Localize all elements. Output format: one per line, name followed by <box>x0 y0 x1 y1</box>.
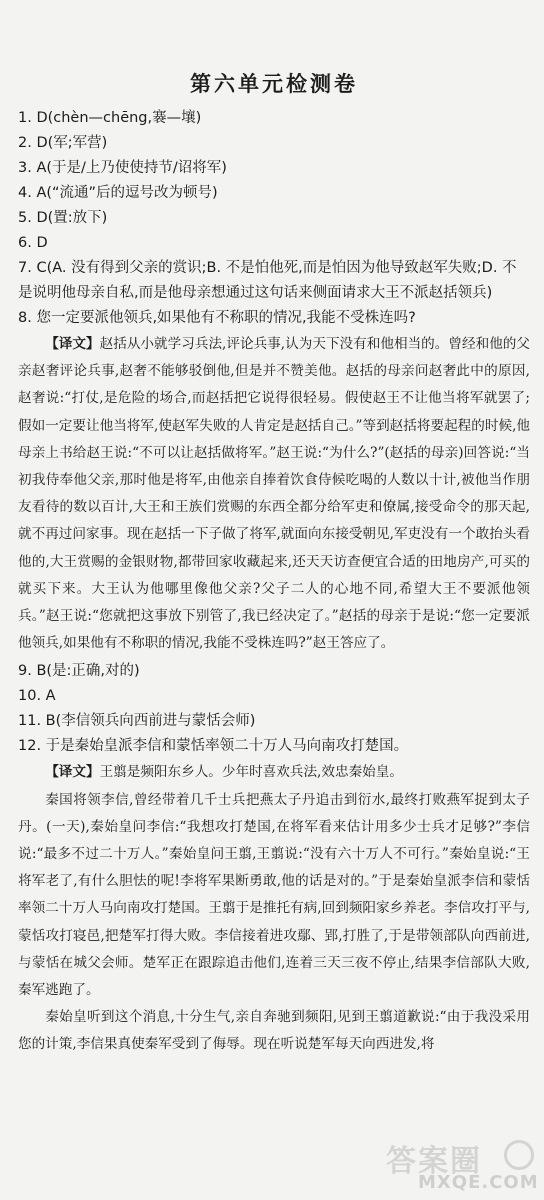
answer-12: 12. 于是秦始皇派李信和蒙恬率领二十万人马向南攻打楚国。 <box>18 738 409 755</box>
translation-text: 王翦是频阳东乡人。少年时喜欢兵法,效忠秦始皇。 <box>99 764 403 781</box>
answer-6: 6. D <box>18 235 48 251</box>
answer-8: 8. 您一定要派他领兵,如果他有不称职的情况,我能不受株连吗? <box>18 310 416 326</box>
answer-3: 3. A(于是/上乃使使持节/诏将军) <box>18 160 227 176</box>
watermark-text: 答案圈 <box>386 1144 482 1179</box>
answer-2: 2. D(军;军营) <box>18 135 108 151</box>
page-title: 第六单元检测卷 <box>190 71 358 96</box>
answer-11: 11. B(李信领兵向西前进与蒙恬会师) <box>18 713 256 730</box>
watermark-logo-icon <box>504 1140 534 1170</box>
translation-passage-1 <box>18 331 530 657</box>
answer-10: 10. A <box>18 688 56 705</box>
answer-4: 4. A(“流通”后的逗号改为顿号) <box>18 185 218 201</box>
answer-9: 9. B(是:正确,对的) <box>18 663 140 680</box>
translation-passage-2-para-2: 秦国将领李信,曾经带着几千士兵把燕太子丹追击到衍水,最终打败燕军捉到太子丹。(一天),秦始皇问李信:“我想攻打楚国,在将军看来估计用多少士兵才足够?”李信说:“最多不过二十万人。”秦始皇问王翦,王翦说:“没有六十万人不可行。”秦始皇说:“王将军老了,有什么胆怯的呢!李将军果断勇敢,他的话是对的。”于是秦始皇派李信和蒙恬率领二十万人马向南攻打楚国。王翦于是推托有病,回到频阳家乡养老。李信攻打平与,蒙恬攻打寝邑,把楚军打得大败。李信接着进攻鄢、郢,打胜了,于是带领部队向西前进,与蒙恬在城父会师。楚军正在跟踪追击他们,连着三天三夜不停止,结果李信部队大败,秦军逃跑了。 <box>18 791 530 999</box>
translation-passage-2-para-1 <box>18 759 530 786</box>
translation-tag: 【译文】 <box>45 764 100 781</box>
translation-passage-2-para-3: 秦始皇听到这个消息,十分生气,亲自奔驰到频阳,见到王翦道歉说:“由于我没采用您的计策,李信果真使秦军受到了侮辱。现在听说楚军每天向西进发,将 <box>18 1009 530 1053</box>
site-watermark <box>378 1136 538 1196</box>
answer-5: 5. D(置:放下) <box>18 210 108 226</box>
translation-tag: 【译文】 <box>45 336 100 352</box>
translation-text: 赵括从小就学习兵法,评论兵事,认为天下没有和他相当的。曾经和他的父亲赵奢评论兵事,赵奢不能够驳倒他,但是并不赞美他。赵括的母亲问赵奢此中的原因,赵奢说:“打仗,是危险的场合,而赵括把它说得很轻易。假使赵王不让他当将军就罢了;假如一定要让他当将军,使赵军失败的人肯定是赵括自己。”等到赵括将要起程的时候,他母亲上书给赵王说:“不可以让赵括做将军。”赵王说:“为什么?”(赵括的母亲)回答说:“当初我侍奉他父亲,那时他是将军,由他亲自捧着饮食侍候吃喝的人数以十计,被他当作朋友看待的数以百计,大王和王族们赏赐的东西全都分给军吏和僚属,接受命令的那天起,就不再过问家事。现在赵括一下子做了将军,就面向东接受朝见,军吏没有一个敢抬头看他的,大王赏赐的金银财物,都带回家收藏起来,还天天访查便宜合适的田地房产,可买的就买下来。大王认为他哪里像他父亲?父子二人的心地不同,希望大王不要派他领兵。”赵王说:“您就把这事放下别管了,我已经决定了。”赵括的母亲于是说:“您一定要派他领兵,如果他有不称职的情况,我能不受株连吗?”赵王答应了。 <box>18 336 531 652</box>
answer-7: 7. C(A. 没有得到父亲的赏识;B. 不是怕他死,而是怕因为他导致赵军失败;D. 不是说明他母亲自私,而是他母亲想通过这句话来侧面请求大王不派赵括领兵) <box>18 260 517 301</box>
watermark-url: MXQE.COM <box>418 1172 539 1193</box>
answer-1: 1. D(chèn—chēng,褰—壤) <box>18 110 202 126</box>
